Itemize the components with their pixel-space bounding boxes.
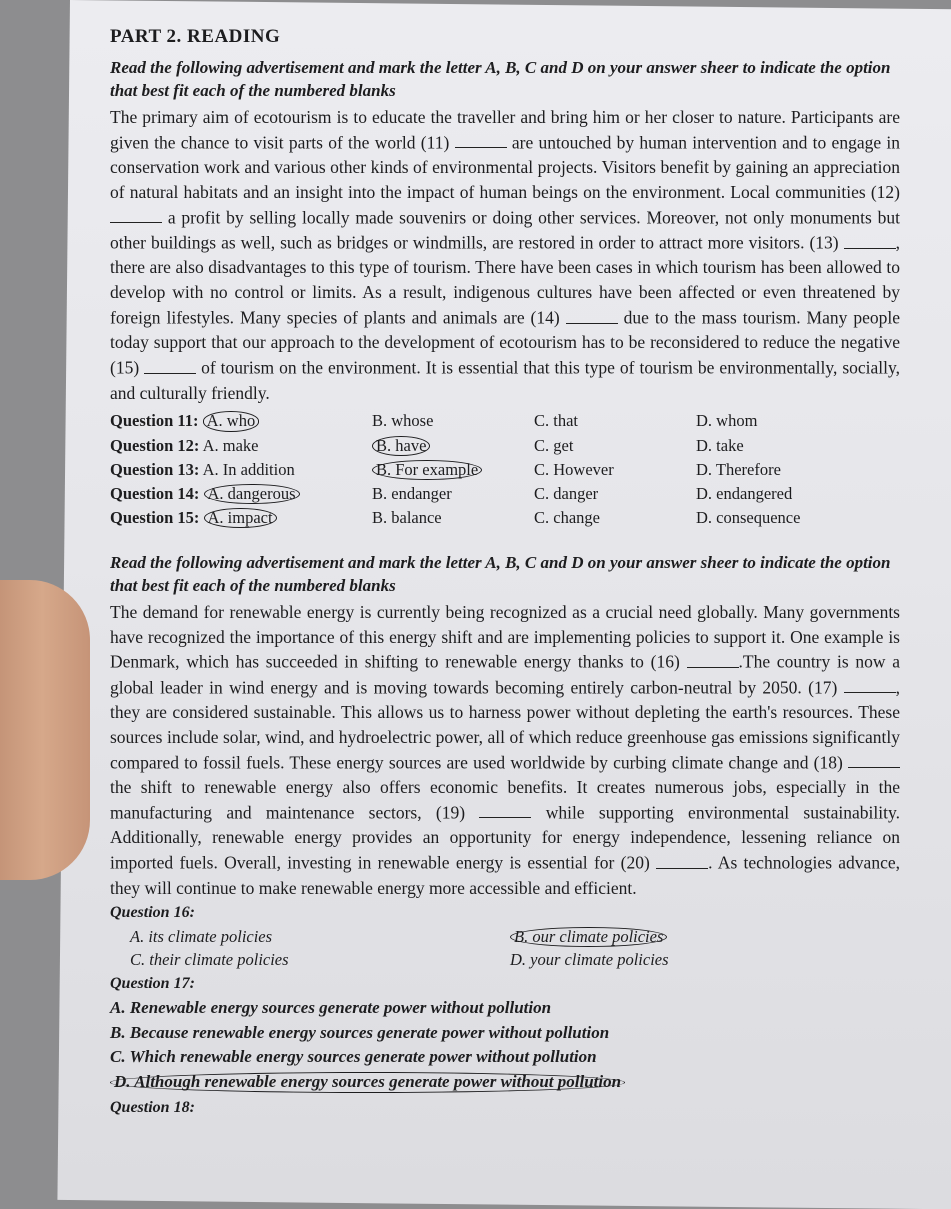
instruction-1: Read the following advertisement and mark the letter A, B, C and D on your answer sheer to indicate the option that best fit each of the numbered blanks: [110, 57, 891, 100]
passage-1-segment: The primary aim of ecotourism is to educate the traveller and bring him or her closer to nature. Participants are given the chance to visit parts of the world (11): [110, 106, 900, 153]
blank-14[interactable]: [566, 305, 618, 324]
option-b[interactable]: B. whose: [372, 411, 434, 431]
question-row-15: [110, 506, 900, 530]
option-d[interactable]: D. Therefore: [696, 459, 781, 479]
q17-option-c[interactable]: C. Which renewable energy sources generate power without pollution: [110, 1047, 597, 1067]
questions-1: [110, 409, 900, 529]
question-row-13: [110, 458, 900, 482]
option-b-circled[interactable]: B. have: [372, 436, 430, 456]
passage-2-segment: . As technologies advance, they will continue to make renewable energy more accessible and efficient.: [110, 852, 900, 898]
question-17-options: [110, 996, 900, 1095]
document-content: [110, 24, 900, 1119]
q16-option-c[interactable]: C. their climate policies: [130, 950, 289, 970]
question-17-label: Question 17:: [110, 975, 195, 993]
question-label: Question 13:: [110, 459, 200, 479]
section-2: [110, 552, 900, 1119]
option-c[interactable]: C. However: [534, 459, 614, 479]
question-row-12: [110, 434, 900, 458]
option-c[interactable]: C. danger: [534, 483, 599, 503]
question-label: Question 11:: [110, 411, 199, 431]
part-title: PART 2. READING: [110, 26, 281, 47]
passage-2-segment: The demand for renewable energy is currently being recognized as a crucial need globally. Many governments have recognized the importance of this energy shift and are implementing policies to support it. One example is Denmark, which has succeeded in shifting to renewable energy thanks to (16): [110, 601, 900, 672]
question-18-label: Question 18:: [110, 1098, 195, 1116]
question-row-14: [110, 482, 900, 506]
option-b[interactable]: B. endanger: [372, 483, 452, 503]
passage-2: [110, 600, 900, 901]
passage-2-segment: while supporting environmental sustainability. Additionally, renewable energy provides an opportunity for energy independence, lessening reliance on imported fuels. Overall, investing in renewable energy is essential for (20): [110, 802, 900, 873]
option-d[interactable]: D. take: [696, 435, 744, 455]
option-c[interactable]: C. that: [534, 411, 578, 431]
option-b-circled[interactable]: B. For example: [372, 460, 482, 480]
blank-19[interactable]: [479, 800, 531, 819]
passage-2-segment: the shift to renewable energy also offers economic benefits. It creates numerous jobs, especially in the manufacturing and maintenance sectors, (19): [110, 777, 900, 823]
passage-2-segment: , they are considered sustainable. This allows us to harness power without depleting the earth's resources. These sources include solar, wind, and hydroelectric power, all of which reduce greenhouse gas emissions significantly compared to fossil fuels. These energy sources are used worldwide by curbing climate change and (18): [110, 677, 900, 773]
question-16-label: Question 16:: [110, 904, 195, 922]
option-a[interactable]: A. make: [202, 435, 259, 455]
option-a-circled[interactable]: A. impact: [204, 508, 277, 528]
q17-option-b[interactable]: B. Because renewable energy sources generate power without pollution: [110, 1022, 610, 1042]
option-a[interactable]: A. In addition: [202, 459, 295, 479]
passage-1-segment: are untouched by human intervention and to engage in conservation work and various other kinds of environmental projects. Visitors benefit by gaining an appreciation of natural habitats and an insight into the impact of human beings on the environment. Local communities (12): [110, 132, 900, 202]
option-b[interactable]: B. balance: [372, 507, 442, 527]
question-row-11: [110, 409, 900, 433]
option-d[interactable]: D. consequence: [696, 507, 801, 527]
blank-15[interactable]: [144, 355, 196, 374]
blank-17[interactable]: [844, 675, 896, 694]
blank-20[interactable]: [656, 850, 708, 869]
thumb: [0, 580, 90, 880]
question-16-options: [110, 925, 900, 971]
option-d[interactable]: D. whom: [696, 411, 758, 431]
option-a-circled[interactable]: A. dangerous: [204, 484, 300, 504]
passage-1: [110, 105, 900, 406]
q16-option-a[interactable]: A. its climate policies: [130, 927, 273, 947]
blank-18[interactable]: [848, 750, 900, 769]
passage-1-segment: , there are also disadvantages to this type of tourism. There have been cases in which tourism has been allowed to develop with no control or limits. As a result, indigenous cultures have been affected or even threatened by foreign lifestyles. Many species of plants and animals are (14): [110, 232, 900, 328]
q16-option-d[interactable]: D. your climate policies: [510, 950, 669, 970]
option-d[interactable]: D. endangered: [696, 483, 793, 503]
passage-1-segment: due to the mass tourism. Many people today support that our approach to the development of ecotourism has to be reconsidered to reduce the negative (15): [110, 307, 900, 378]
q17-option-a[interactable]: A. Renewable energy sources generate power without pollution: [110, 997, 552, 1017]
blank-12[interactable]: [110, 205, 162, 224]
blank-16[interactable]: [687, 649, 739, 668]
passage-1-segment: a profit by selling locally made souvenirs or doing other services. Moreover, not only monuments but other buildings as well, such as bridges or windmills, are restored in order to attract more visitors. (13): [110, 207, 900, 253]
q16-option-b-circled[interactable]: B. our climate policies: [510, 927, 667, 947]
option-c[interactable]: C. get: [534, 435, 574, 455]
q17-option-d-circled[interactable]: D. Although renewable energy sources generate power without pollution: [110, 1072, 625, 1093]
instruction-2: Read the following advertisement and mark the letter A, B, C and D on your answer sheer to indicate the option that best fit each of the numbered blanks: [110, 552, 891, 595]
blank-13[interactable]: [844, 230, 896, 249]
passage-1-segment: of tourism on the environment. It is essential that this type of tourism be environmentally, socially, and culturally friendly.: [110, 357, 901, 403]
blank-11[interactable]: [455, 130, 507, 149]
question-label: Question 15:: [110, 507, 200, 527]
option-a-circled[interactable]: A. who: [203, 411, 260, 431]
passage-2-segment: .The country is now a global leader in wind energy and is moving towards becoming entirely carbon-neutral by 2050. (17): [110, 651, 901, 698]
question-label: Question 14:: [110, 483, 200, 503]
question-label: Question 12:: [110, 435, 200, 455]
option-c[interactable]: C. change: [534, 507, 600, 527]
